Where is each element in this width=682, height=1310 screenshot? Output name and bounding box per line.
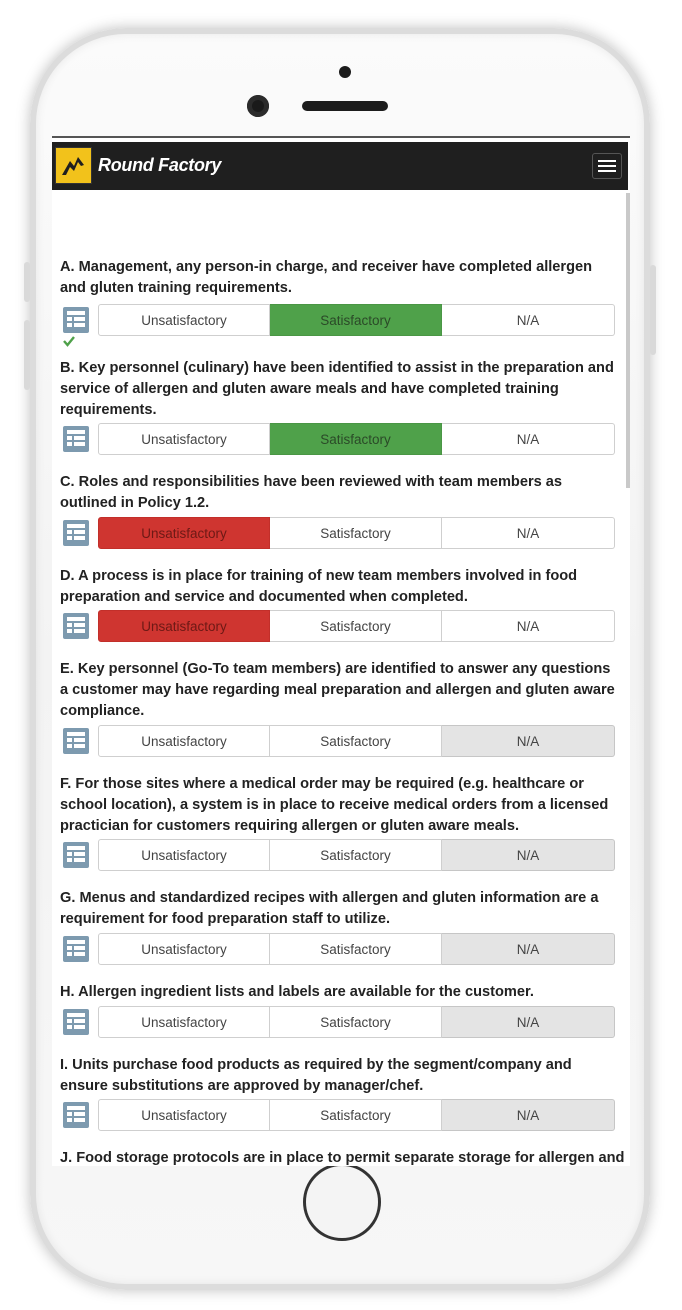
option-unsatisfactory[interactable]: Unsatisfactory	[98, 423, 270, 455]
note-icon[interactable]	[62, 306, 90, 334]
option-na[interactable]: N/A	[442, 610, 615, 642]
option-na[interactable]: N/A	[442, 839, 615, 871]
phone-sensor	[339, 66, 351, 78]
note-icon[interactable]	[62, 841, 90, 869]
answer-row-c	[62, 517, 616, 549]
hamburger-menu-icon[interactable]	[592, 153, 622, 179]
option-unsatisfactory[interactable]: Unsatisfactory	[98, 1006, 270, 1038]
answer-row-b	[62, 423, 616, 455]
round-factory-logo-icon[interactable]	[55, 147, 92, 184]
option-satisfactory[interactable]: Satisfactory	[270, 1099, 442, 1131]
option-unsatisfactory[interactable]: Unsatisfactory	[98, 725, 270, 757]
answer-row-a	[62, 304, 616, 336]
question-h-text: H. Allergen ingredient lists and labels are available for the customer.	[60, 984, 534, 1000]
phone-side-button	[650, 265, 656, 355]
note-icon[interactable]	[62, 1008, 90, 1036]
phone-camera	[247, 95, 269, 117]
option-satisfactory[interactable]: Satisfactory	[270, 839, 442, 871]
note-icon[interactable]	[62, 1101, 90, 1129]
option-na[interactable]: N/A	[442, 933, 615, 965]
scrollbar[interactable]	[626, 193, 630, 488]
checklist-content	[52, 138, 628, 1166]
question-j-text: J. Food storage protocols are in place to permit separate storage for allergen and	[60, 1150, 625, 1166]
option-unsatisfactory[interactable]: Unsatisfactory	[98, 933, 270, 965]
question-d-text: D. A process is in place for training of new team members involved in food preparation and service and documented when completed.	[60, 568, 578, 605]
option-na[interactable]: N/A	[442, 304, 615, 336]
option-satisfactory[interactable]: Satisfactory	[270, 304, 442, 336]
checkmark-icon	[62, 334, 76, 348]
phone-side-button	[24, 262, 30, 302]
option-unsatisfactory[interactable]: Unsatisfactory	[98, 304, 270, 336]
option-unsatisfactory[interactable]: Unsatisfactory	[98, 1099, 270, 1131]
answer-row-e	[62, 725, 616, 757]
answer-row-h	[62, 1006, 616, 1038]
hamburger-line	[598, 170, 616, 172]
brand-name[interactable]: Round Factory	[98, 155, 222, 175]
app-navbar	[52, 142, 628, 190]
answer-row-d	[62, 610, 616, 642]
app-screen	[52, 136, 630, 1166]
option-satisfactory[interactable]: Satisfactory	[270, 725, 442, 757]
note-icon[interactable]	[62, 425, 90, 453]
option-na[interactable]: N/A	[442, 725, 615, 757]
option-satisfactory[interactable]: Satisfactory	[270, 517, 442, 549]
option-na[interactable]: N/A	[442, 1099, 615, 1131]
option-na[interactable]: N/A	[442, 517, 615, 549]
question-c-text: C. Roles and responsibilities have been reviewed with team members as outlined in Policy 1.2.	[60, 474, 563, 511]
answer-row-g	[62, 933, 616, 965]
option-satisfactory[interactable]: Satisfactory	[270, 423, 442, 455]
answer-row-f	[62, 839, 616, 871]
phone-side-button	[24, 320, 30, 390]
question-b-text: B. Key personnel (culinary) have been identified to assist in the preparation and service of allergen and gluten aware meals and have completed training requirements.	[60, 360, 614, 418]
answer-row-i	[62, 1099, 616, 1131]
option-na[interactable]: N/A	[442, 1006, 615, 1038]
note-icon[interactable]	[62, 727, 90, 755]
note-icon[interactable]	[62, 935, 90, 963]
option-satisfactory[interactable]: Satisfactory	[270, 1006, 442, 1038]
question-g-text: G. Menus and standardized recipes with allergen and gluten information are a requirement for food preparation staff to utilize.	[60, 890, 599, 927]
option-unsatisfactory[interactable]: Unsatisfactory	[98, 517, 270, 549]
phone-speaker	[302, 101, 388, 111]
hamburger-line	[598, 160, 616, 162]
hamburger-line	[598, 165, 616, 167]
question-a-text: A. Management, any person-in charge, and receiver have completed allergen and gluten training requirements.	[60, 259, 593, 296]
phone-home-button[interactable]	[303, 1163, 381, 1241]
logo-mark-icon	[56, 148, 91, 183]
note-icon[interactable]	[62, 519, 90, 547]
note-icon[interactable]	[62, 612, 90, 640]
option-na[interactable]: N/A	[442, 423, 615, 455]
question-i-text: I. Units purchase food products as required by the segment/company and ensure substitutions are approved by manager/chef.	[60, 1057, 572, 1094]
option-satisfactory[interactable]: Satisfactory	[270, 933, 442, 965]
question-f-text: F. For those sites where a medical order may be required (e.g. healthcare or school location), a system is in place to receive medical orders from a licensed practician for customers requiring allergen or gluten aware meals.	[60, 776, 609, 834]
option-unsatisfactory[interactable]: Unsatisfactory	[98, 839, 270, 871]
option-unsatisfactory[interactable]: Unsatisfactory	[98, 610, 270, 642]
question-e-text: E. Key personnel (Go-To team members) are identified to answer any questions a customer may have regarding meal preparation and allergen and gluten aware compliance.	[60, 661, 615, 719]
option-satisfactory[interactable]: Satisfactory	[270, 610, 442, 642]
